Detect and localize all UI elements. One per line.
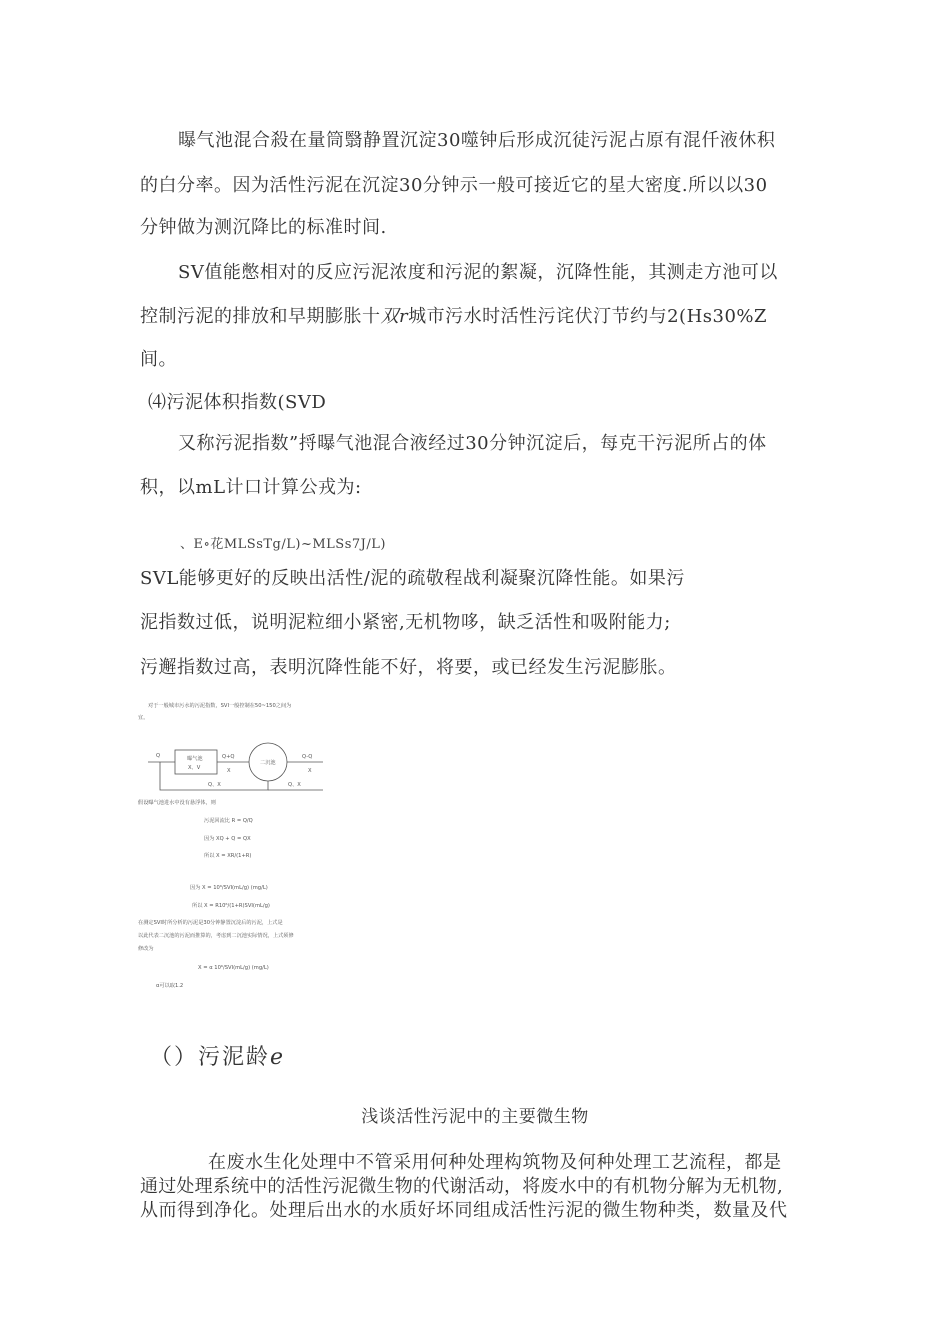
embedded-figure: [138, 690, 338, 990]
equation-1: 污泥回流比 R = Q/Q: [204, 818, 253, 824]
paragraph-5-line-1: 在废水生化处理中不管采用何种处理构筑物及何种处理工艺流程，都是: [208, 1152, 782, 1173]
paragraph-5-line-3: 从而得到净化。处理后出水的水质好坏同组成活性污泥的微生物种类，数量及代: [140, 1200, 788, 1221]
paragraph-4-line-2: 泥指数过低，说明泥粒细小紧密,无机物哆，缺乏活性和吸附能力;: [140, 612, 671, 633]
paragraph-4-line-3: 污邂指数过高，表明沉降性能不好，将要，或已经发生污泥膨胀。: [140, 657, 677, 678]
paragraph-1-line-2: 的白分率。因为活性污泥在沉淀30分钟示一般可接近它的星大密度.所以以30: [140, 175, 768, 196]
paragraph-3-line-1: 又称污泥指数”捋曝气池混合液经过30分钟沉淀后，每克干污泥所占的体: [178, 433, 767, 454]
figure-svg: [138, 690, 338, 990]
equation-2: 因为 XQ + Q = QX: [204, 836, 251, 842]
aeration-tank-params: X、V: [188, 765, 201, 771]
diagram-flow-label: Q+Q: [222, 754, 235, 760]
svi-formula: 、E∘花MLSsTg/L)~MLSs7J/L): [180, 537, 386, 552]
section-5-title-italic: e: [270, 1045, 286, 1070]
diagram-output-sub: X: [308, 768, 312, 774]
paragraph-2-line-2-start: 控制污泥的排放和早期膨胀十: [140, 306, 381, 327]
equation-6: X = α 10⁶/SVI(mL/g) (mg/L): [198, 965, 269, 971]
equation-4: 因为 X = 10⁶/SVI(mL/g) (mg/L): [190, 885, 268, 891]
paragraph-3-line-2: 积，以mL计口计算公戎为:: [140, 477, 362, 498]
aeration-tank-name: 曝气池: [187, 756, 203, 762]
paragraph-4-line-1: SVL能够更好的反映出活性/泥的疏敬程战利凝聚沉降性能。如果污: [140, 568, 685, 589]
equation-3: 所以 X = XR/(1+R): [204, 853, 252, 859]
paragraph-2-line-3: 间。: [140, 349, 177, 370]
clarifier-label: 二沉池: [260, 760, 276, 766]
figure-caption-top-2: 宜。: [138, 715, 149, 721]
equation-5: 所以 X = R10⁶/(1+R)SVI(mL/g): [192, 903, 270, 909]
diagram-output-label: Q-Q: [302, 754, 313, 760]
section-4-title: ⑷污泥体积指数(SVD: [148, 392, 327, 413]
figure-note-1: 假设曝气池进水中没有悬浮体，则: [138, 800, 216, 806]
paragraph-2-line-2-rest: 城市污水时活性污诧伏汀节约与2(Hs30%Z: [408, 306, 768, 327]
paragraph-2-italic-text: 双r: [380, 306, 409, 327]
waste-sludge-label: Q、X: [288, 782, 301, 788]
paragraph-1-line-1: 曝气池混合殺在量筒翳静置沉淀30噬钟后形成沉徒污泥占原有混仟液休积: [178, 130, 776, 151]
figure-note-2-line-3: 修改为: [138, 946, 154, 952]
figure-caption-top-1: 对于一般城市污水的污泥指数，SVI一般控制在50~150之间为: [148, 703, 292, 709]
figure-note-3: α可以取1.2: [156, 983, 184, 989]
return-sludge-label: Q、X: [208, 782, 221, 788]
article-title: 浅谈活性污泥中的主要微生物: [361, 1107, 589, 1127]
figure-note-2-line-1: 在测定SVI时所分析的污泥是30分钟静置沉淀后的污泥，上式是: [138, 920, 283, 926]
paragraph-2-line-2: [140, 302, 767, 328]
paragraph-5-line-2: 通过处理系统中的活性污泥微生物的代谢活动，将废水中的有机物分解为无机物,: [140, 1176, 783, 1197]
section-5-title-text: （）污泥龄: [150, 1045, 271, 1070]
paragraph-1-line-3: 分钟做为测沉降比的标准时间.: [140, 217, 387, 238]
paragraph-2-line-1: SV值能憋相对的反应污泥浓度和污泥的絮凝，沉降性能，其测走方池可以: [178, 262, 778, 283]
section-5-title: [150, 1040, 285, 1071]
diagram-flow-sub: X: [227, 768, 231, 774]
diagram-input-label: Q: [156, 753, 161, 759]
figure-note-2-line-2: 以此代表二沉池的污泥而推算的，考虑到二沉池实际情况，上式须修: [138, 933, 294, 939]
